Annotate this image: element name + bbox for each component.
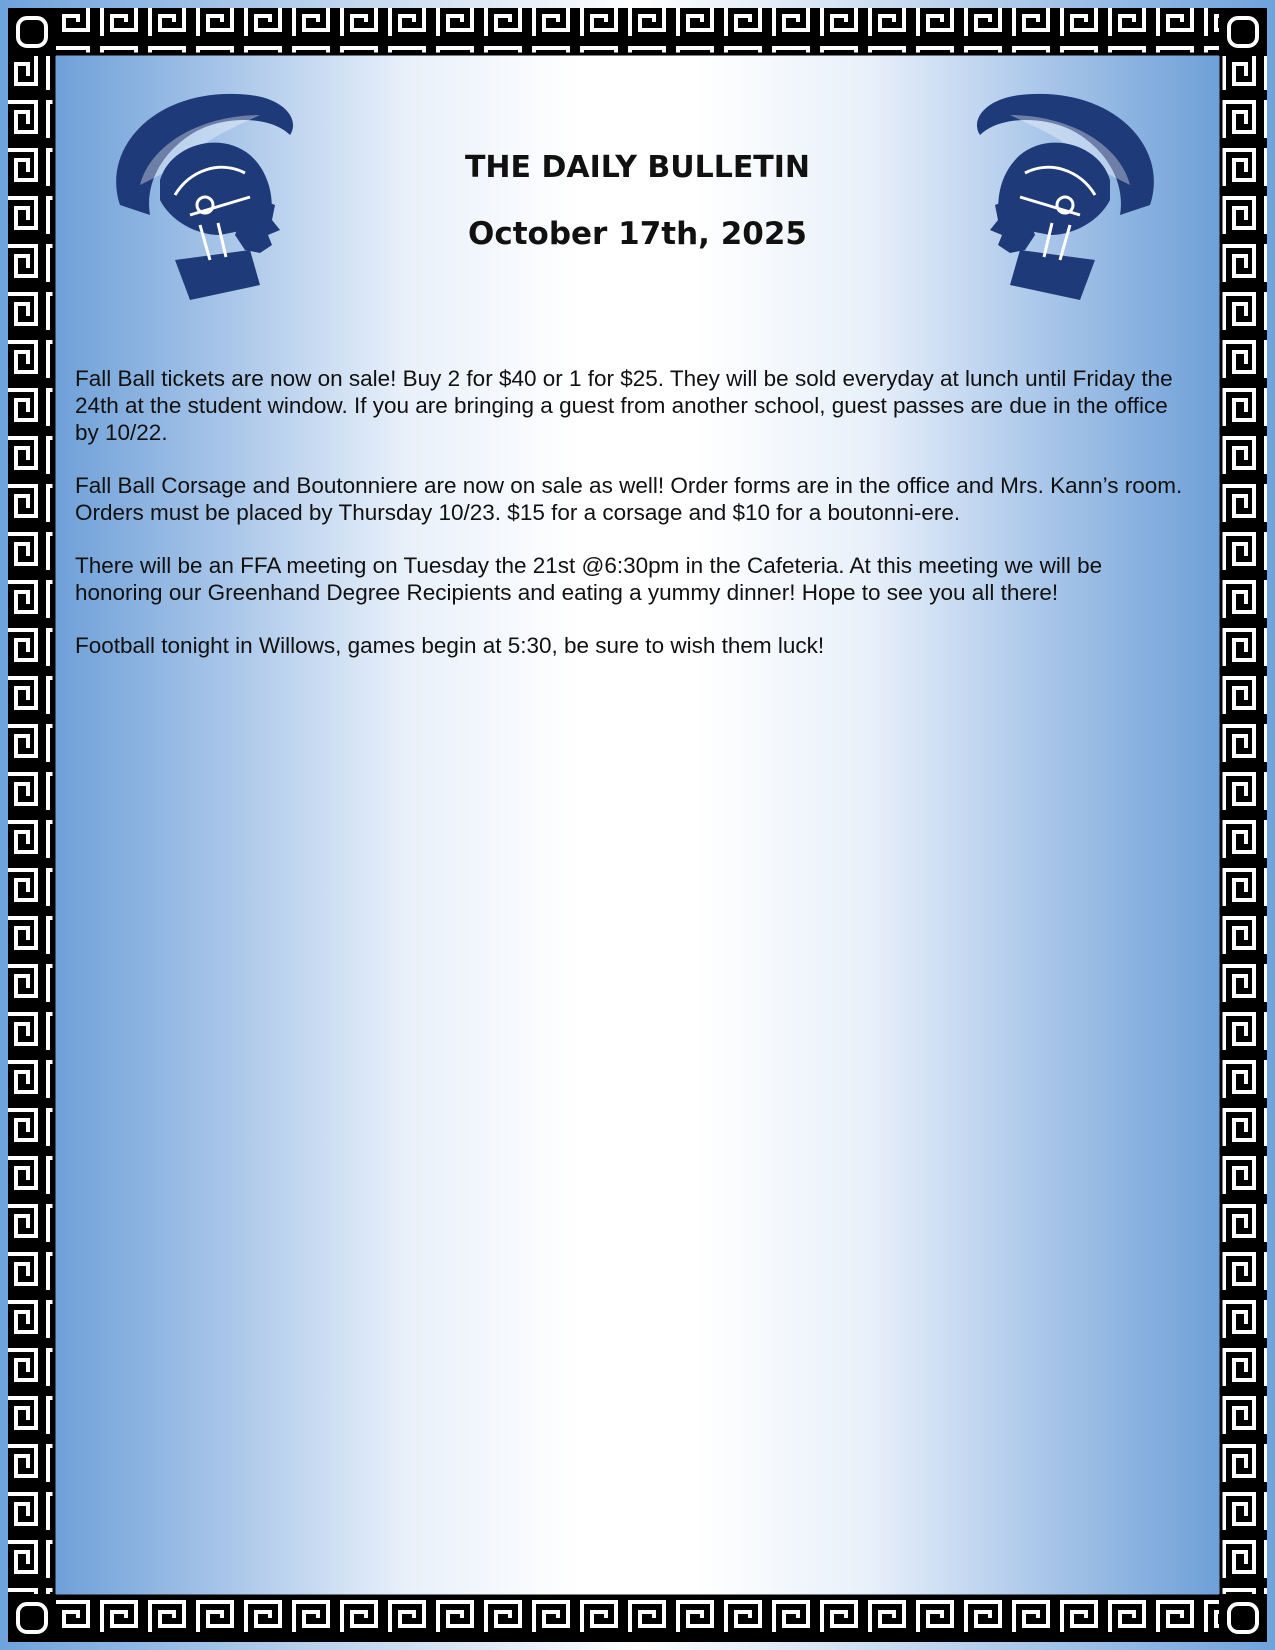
announcement-fall-ball-tickets: Fall Ball tickets are now on sale! Buy 2 for $40 or 1 for $25. They will be sold everyday at lunch until Friday the 24th at the student window. If you are bringing a guest from another school, guest passes are due in the office by 10/22.: [75, 366, 1173, 445]
page-title: THE DAILY BULLETIN: [464, 150, 811, 185]
trojan-helmet-icon: [100, 85, 305, 305]
announcements-list: [75, 365, 1190, 685]
announcement-corsage-boutonniere: Fall Ball Corsage and Boutonniere are now on sale as well! Order forms are in the office and Mrs. Kann’s room. Orders must be placed by Thursday 10/23. $15 for a corsage and $10 for a boutonni-ere.: [75, 473, 1183, 525]
announcement-football: Football tonight in Willows, games begin at 5:30, be sure to wish them luck!: [75, 633, 825, 658]
corner-ornament: [1219, 1594, 1267, 1642]
trojan-helmet-icon: [965, 85, 1170, 305]
bulletin-date: October 17th, 2025: [467, 216, 808, 252]
corner-ornament: [8, 1594, 56, 1642]
corner-ornament: [1219, 8, 1267, 56]
corner-ornament: [8, 8, 56, 56]
announcement-ffa-meeting: There will be an FFA meeting on Tuesday the 21st @6:30pm in the Cafeteria. At this meeting we will be honoring our Greenhand Degree Recipients and eating a yummy dinner! Hope to see you all there!: [75, 553, 1103, 605]
